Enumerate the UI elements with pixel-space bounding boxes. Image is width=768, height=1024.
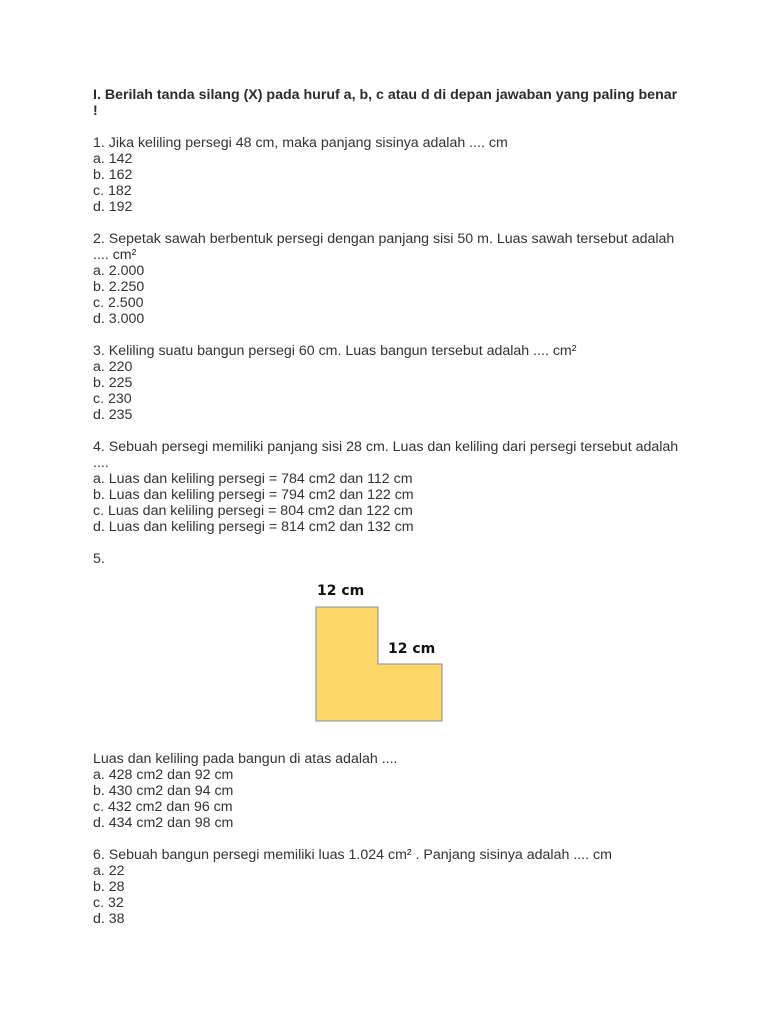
- option-c: c. 230: [93, 391, 132, 407]
- label-side-12cm: 12 cm: [388, 641, 436, 657]
- question-text: 2. Sepetak sawah berbentuk persegi dengan panjang sisi 50 m. Luas sawah tersebut adalah .... cm²: [93, 231, 675, 263]
- l-shape: [316, 607, 442, 721]
- instruction-heading: I. Berilah tanda silang (X) pada huruf a, b, c atau d di depan jawaban yang paling benar !: [93, 87, 678, 119]
- option-d: d. 3.000: [93, 311, 145, 327]
- option-a: a. Luas dan keliling persegi = 784 cm2 dan 112 cm: [93, 471, 413, 487]
- option-c: c. 32: [93, 895, 124, 911]
- question-text: Luas dan keliling pada bangun di atas adalah ....: [93, 751, 398, 767]
- question-text: 6. Sebuah bangun persegi memiliki luas 1.024 cm² . Panjang sisinya adalah .... cm: [93, 847, 612, 863]
- option-c: c. Luas dan keliling persegi = 804 cm2 dan 122 cm: [93, 503, 413, 519]
- option-c: c. 2.500: [93, 295, 144, 311]
- option-b: b. 430 cm2 dan 94 cm: [93, 783, 234, 799]
- option-a: a. 142: [93, 151, 133, 167]
- option-b: b. 225: [93, 375, 133, 391]
- question-1: [93, 135, 683, 215]
- question-6: [93, 847, 683, 927]
- option-b: b. 2.250: [93, 279, 145, 295]
- question-text: 4. Sebuah persegi memiliki panjang sisi 28 cm. Luas dan keliling dari persegi tersebut adalah ....: [93, 439, 679, 471]
- question-5: [93, 551, 683, 831]
- question-2: [93, 231, 683, 327]
- option-c: c. 432 cm2 dan 96 cm: [93, 799, 233, 815]
- option-c: c. 182: [93, 183, 132, 199]
- option-b: b. Luas dan keliling persegi = 794 cm2 dan 122 cm: [93, 487, 414, 503]
- l-shape-figure: [303, 575, 463, 735]
- option-d: d. Luas dan keliling persegi = 814 cm2 dan 132 cm: [93, 519, 414, 535]
- question-number: 5.: [93, 551, 105, 567]
- option-d: d. 235: [93, 407, 133, 423]
- option-a: a. 428 cm2 dan 92 cm: [93, 767, 234, 783]
- option-b: b. 162: [93, 167, 133, 183]
- question-text: 1. Jika keliling persegi 48 cm, maka panjang sisinya adalah .... cm: [93, 135, 508, 151]
- option-d: d. 192: [93, 199, 133, 215]
- worksheet: [93, 87, 683, 943]
- option-b: b. 28: [93, 879, 125, 895]
- option-a: a. 220: [93, 359, 133, 375]
- label-top-12cm: 12 cm: [317, 583, 365, 599]
- question-4: [93, 439, 683, 535]
- option-d: d. 38: [93, 911, 125, 927]
- question-text: 3. Keliling suatu bangun persegi 60 cm. Luas bangun tersebut adalah .... cm²: [93, 343, 577, 359]
- option-a: a. 2.000: [93, 263, 145, 279]
- option-a: a. 22: [93, 863, 125, 879]
- option-d: d. 434 cm2 dan 98 cm: [93, 815, 234, 831]
- figure-container: [93, 567, 683, 747]
- question-3: [93, 343, 683, 423]
